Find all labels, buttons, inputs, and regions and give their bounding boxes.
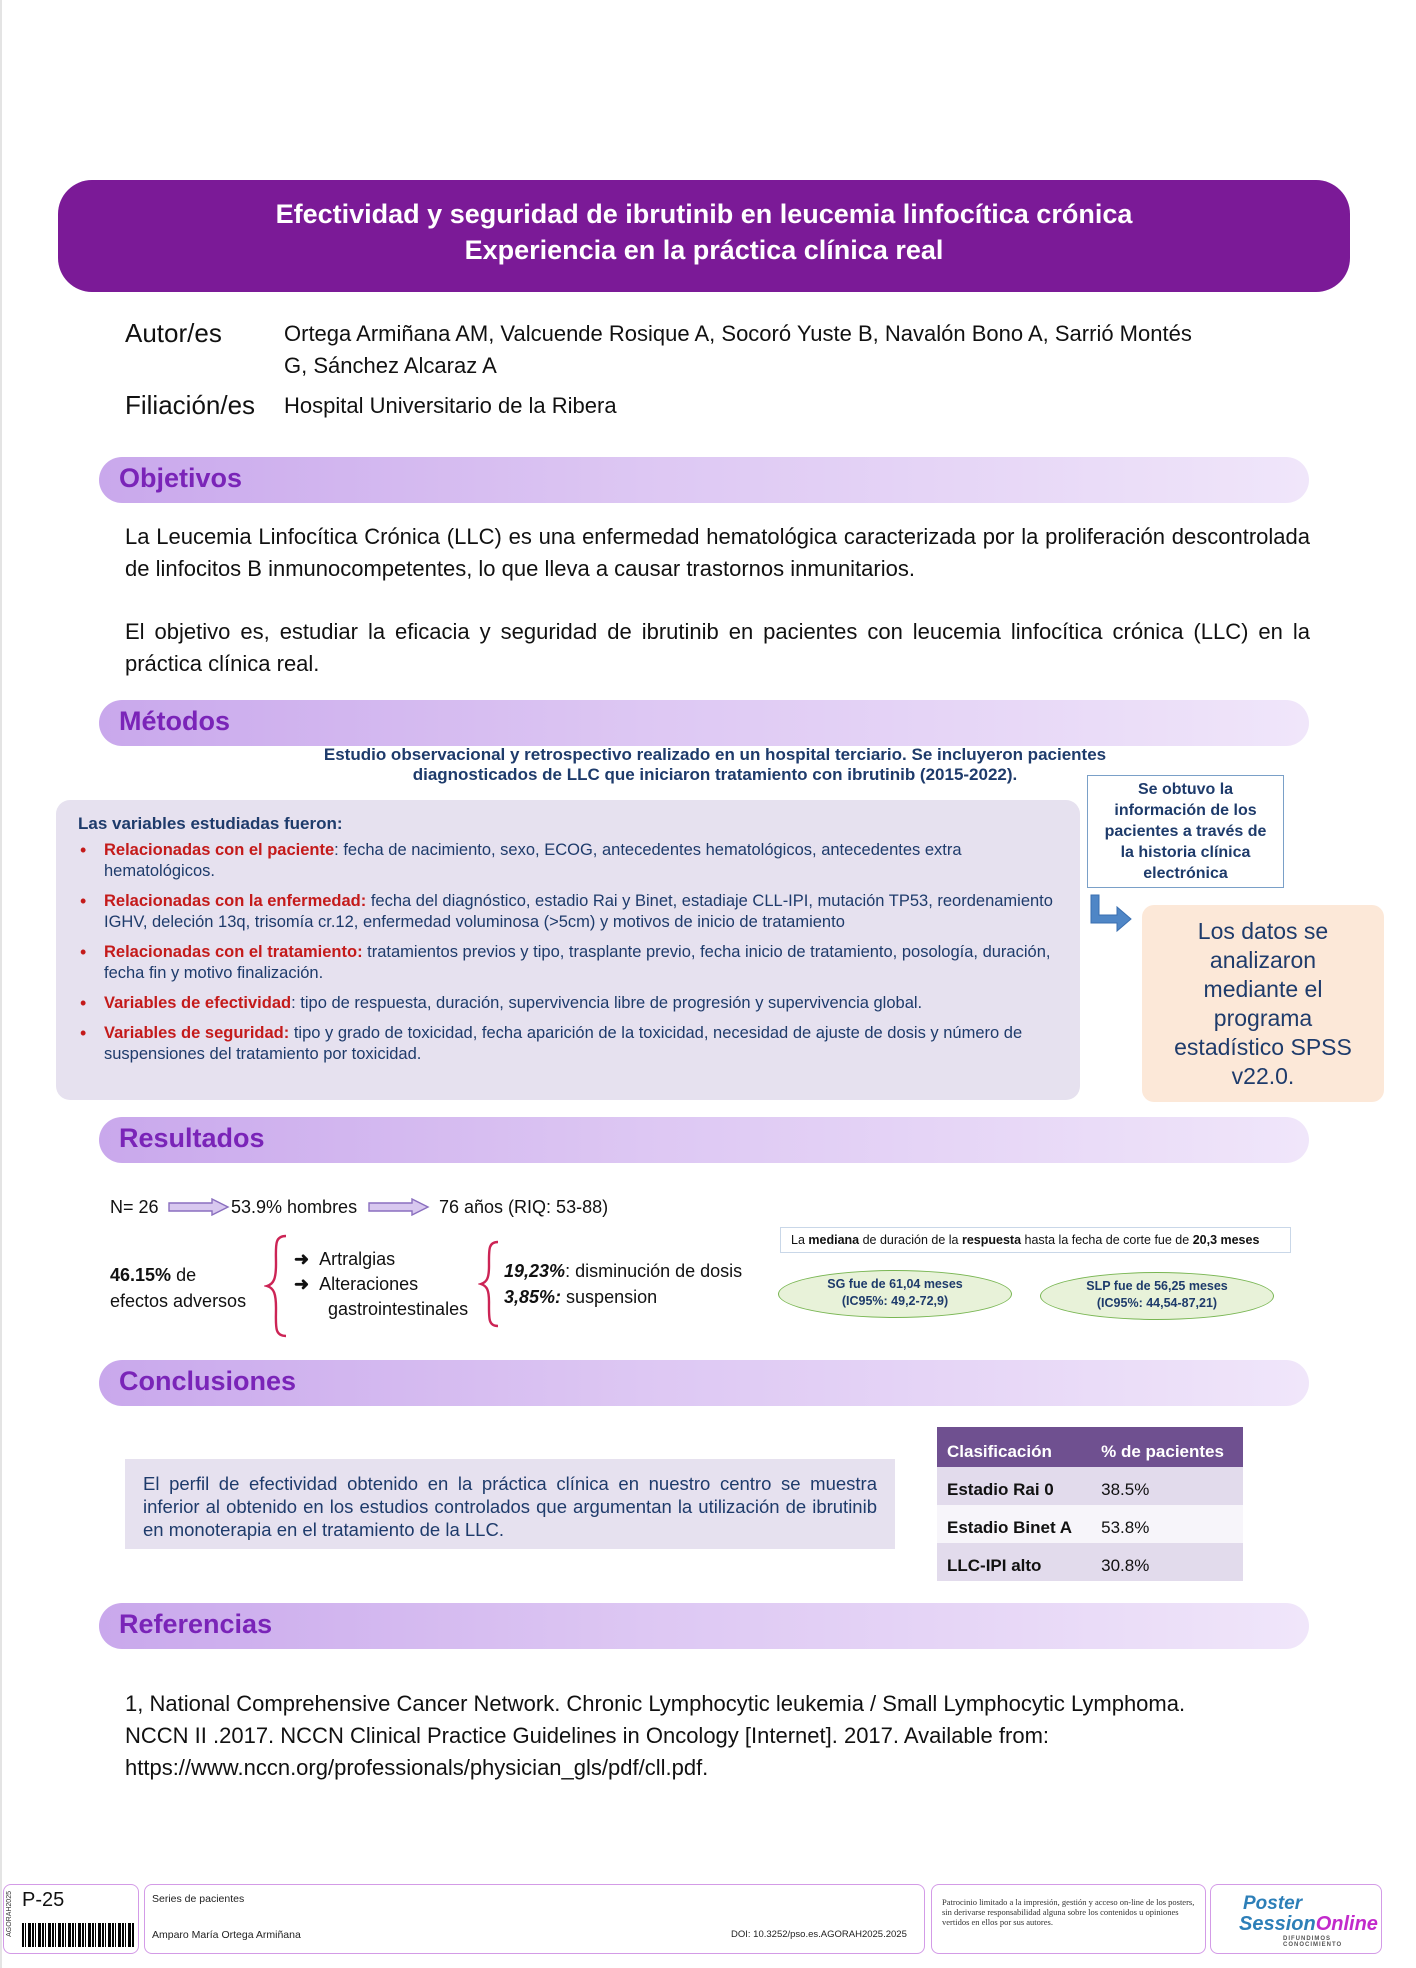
effect-item: Artralgias [319,1249,396,1269]
data-source-box [1087,775,1284,888]
variable-item [78,993,1058,1014]
suspension-label: suspension [561,1287,658,1307]
table-row [937,1543,1243,1581]
progression-free-survival-pill [1040,1272,1274,1320]
section-title: Conclusiones [119,1366,297,1396]
logo-text: Online [1315,1913,1378,1935]
footer-poster-code [3,1884,139,1954]
study-line1: Estudio observacional y retrospectivo realizado en un hospital terciario. Se incluyeron pacientes [323,745,1107,764]
adverse-effects-list [294,1247,468,1322]
conclusion-box: El perfil de efectividad obtenido en la práctica clínica en nuestro centro se muestra inferior al obtenido en los estudios controlados que argumentan la utilización de ibrutinib en monoterapia en el tratamiento de la LLC. [125,1459,895,1549]
objetivos-paragraph-1: La Leucemia Linfocítica Crónica (LLC) es una enfermedad hematológica caracterizada por la proliferación descontrolada de linfocitos B inmunocompetentes, lo que lleva a causar trastornos inmunitarios. [125,524,1310,581]
arrow-bullet-icon: ➜ [294,1274,320,1294]
bent-arrow-icon [1089,893,1133,933]
table-row [937,1467,1243,1505]
male-percentage: 53.9% hombres [231,1197,358,1217]
section-referencias [99,1603,1309,1649]
spss-line: analizaron [1209,947,1317,973]
reference-line: NCCN II .2017. NCCN Clinical Practice Guidelines in Oncology [Internet]. 2017. Available from: [125,1723,1050,1748]
effect-item: Alteraciones [319,1274,419,1294]
table-cell: 53.8% [1091,1505,1243,1543]
pfs-line: SLP fue de 56,25 meses [1086,1279,1228,1293]
authors-line2: G, Sánchez Alcaraz A [284,353,497,378]
median-text: La [791,1233,809,1247]
variable-key: Relacionadas con el tratamiento: [104,943,363,961]
adverse-effects-label: efectos adversos [110,1291,247,1311]
table-cell: 38.5% [1091,1467,1243,1505]
spss-line: Los datos se [1197,918,1329,944]
spss-line: v22.0. [1231,1063,1295,1089]
logo-text: Session [1239,1913,1316,1935]
title-line1: Efectividad y seguridad de ibrutinib en leucemia linfocítica crónica [275,199,1133,229]
section-resultados [99,1117,1309,1163]
section-title: Métodos [119,706,230,736]
adverse-effects-percentage: 46.15% [110,1265,172,1285]
data-source-line: pacientes a través de [1104,823,1267,840]
logo-text: Poster [1243,1893,1303,1914]
title-banner [58,180,1350,292]
variable-text: : fecha de nacimiento, sexo, ECOG, antecedentes hematológicos, antecedentes extra hematológicos. [104,841,962,880]
variable-item [78,942,1058,984]
reference-line: 1, National Comprehensive Cancer Network. Chronic Lymphocytic leukemia / Small Lymphocytic Lymphoma. [125,1691,1186,1716]
dose-adjustments [504,1258,742,1310]
table-header-cell: % de pacientes [1091,1427,1243,1467]
section-title: Referencias [119,1609,273,1639]
median-text: mediana [808,1233,860,1247]
median-text: de duración de la [859,1233,962,1247]
variables-box [56,800,1080,1100]
variable-item [78,1023,1058,1065]
objetivos-paragraph-2: El objetivo es, estudiar la eficacia y seguridad de ibrutinib en pacientes con leucemia linfocítica crónica (LLC) en la práctica clínica real. [125,619,1310,676]
table-header-row [937,1427,1243,1467]
affiliation-label: Filiación/es [125,390,256,420]
median-text: hasta la fecha de corte fue de [1021,1233,1193,1247]
logo-tagline: DIFUNDIMOS CONOCIMIENTO [1283,1936,1343,1948]
arrow-right-icon [368,1198,430,1216]
adverse-effects-summary [110,1262,246,1314]
affiliation-value: Hospital Universitario de la Ribera [284,393,617,418]
footer-logo[interactable] [1210,1884,1382,1954]
arrow-bullet-icon: ➜ [294,1249,320,1269]
variable-text: tratamientos previos y tipo, trasplante previo, fecha inicio de tratamiento, posología, duración, fecha fin y motivo finalización. [104,943,1051,982]
section-title: Objetivos [119,463,243,493]
table-cell: 30.8% [1091,1543,1243,1581]
study-description [190,745,1240,785]
sample-size: N= 26 [110,1197,159,1217]
data-source-line: información de los [1114,802,1257,819]
median-age: 76 años (RIQ: 53-88) [439,1197,609,1217]
footer-author: Amparo María Ortega Armiñana [152,1929,301,1941]
median-text: respuesta [961,1233,1022,1247]
table-row [937,1505,1243,1543]
legal-notice: Patrocinio limitado a la impresión, gestión y acceso on-line de los posters, sin derivarse responsabilidad alguna sobre los contenidos u opiniones vertidos en ellos por sus autores. [942,1897,1195,1927]
footer-doi[interactable]: DOI: 10.3252/pso.es.AGORAH2025.2025 [731,1929,907,1940]
section-metodos [99,700,1309,746]
footer-category: Series de pacientes [152,1893,245,1905]
title-line2: Experiencia en la práctica clínica real [464,235,944,265]
table-cell: Estadio Rai 0 [937,1467,1091,1505]
data-source-line: Se obtuvo la [1137,781,1234,798]
table-header-cell: Clasificación [937,1427,1091,1467]
footer-info [144,1884,925,1954]
variable-text: : tipo de respuesta, duración, supervivencia libre de progresión y supervivencia global. [291,994,923,1012]
adverse-effects-de: de [171,1265,197,1285]
suspension-percentage: 3,85%: [504,1287,562,1307]
variable-item [78,891,1058,933]
median-text: 20,3 meses [1192,1233,1260,1247]
spss-line: estadístico SPSS [1174,1034,1352,1060]
authors-list [284,318,1314,382]
reference-entry [125,1688,1355,1784]
median-duration-box [780,1227,1291,1253]
pfs-line: (IC95%: 44,54-87,21) [1096,1296,1218,1310]
variable-item [78,840,1058,882]
variable-key: Variables de seguridad: [104,1024,290,1042]
spss-line: mediante el [1203,976,1323,1002]
spss-line: programa [1213,1005,1313,1031]
barcode-icon [22,1923,134,1947]
table-cell: Estadio Binet A [937,1505,1091,1543]
effect-item: gastrointestinales [328,1299,469,1319]
variables-title: Las variables estudiadas fueron: [78,814,343,833]
variable-key: Relacionadas con el paciente [104,841,335,859]
authors-line1: Ortega Armiñana AM, Valcuende Rosique A, Socoró Yuste B, Navalón Bono A, Sarrió Montés [284,321,1192,346]
dose-reduction-percentage: 19,23% [504,1261,566,1281]
logo-text [1239,1913,1378,1936]
footer-legal [931,1884,1206,1954]
curly-brace-icon [264,1234,290,1338]
spss-box [1142,905,1384,1102]
reference-line: https://www.nccn.org/professionals/physician_gls/pdf/cll.pdf. [125,1755,709,1780]
classification-table [937,1427,1243,1581]
section-objetivos [99,457,1309,503]
section-title: Resultados [119,1123,265,1153]
variable-key: Relacionadas con la enfermedad: [104,892,367,910]
authors-label: Autor/es [125,318,222,348]
curly-brace-icon [478,1240,502,1328]
section-conclusiones [99,1360,1309,1406]
variable-text: fecha del diagnóstico, estadio Rai y Binet, estadiaje CLL-IPI, mutación TP53, reordenamiento IGHV, deleción 13q, trisomía cr.12, enfermedad voluminosa (>5cm) y motivos de inicio de tratamiento [104,892,1053,931]
page-border [0,0,2,1968]
variable-text: tipo y grado de toxicidad, fecha aparición de la toxicidad, necesidad de ajuste de dosis y número de suspensiones del tratamiento por toxicidad. [104,1024,1023,1063]
table-cell: LLC-IPI alto [937,1543,1091,1581]
study-line2: diagnosticados de LLC que iniciaron tratamiento con ibrutinib (2015-2022). [412,765,1018,784]
data-source-line: electrónica [1143,865,1228,882]
poster-code: P-25 [22,1889,65,1911]
arrow-right-icon [168,1198,230,1216]
os-line: (IC95%: 49,2-72,9) [841,1294,949,1308]
footer-vertical-code: AGORAH2025 [6,1891,13,1937]
variable-key: Variables de efectividad [104,994,292,1012]
os-line: SG fue de 61,04 meses [827,1277,963,1291]
data-source-line: la historia clínica [1120,844,1251,861]
overall-survival-pill [778,1270,1012,1318]
dose-reduction-label: : disminución de dosis [565,1261,743,1281]
